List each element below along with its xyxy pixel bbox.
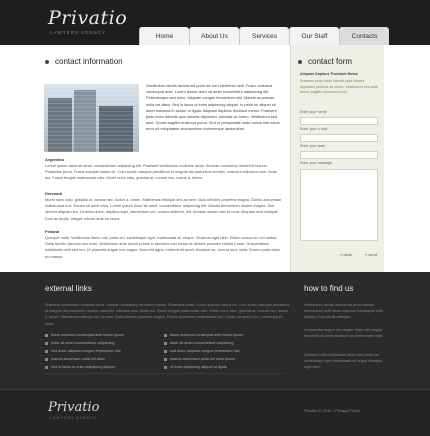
external-link[interactable]: ut enim adipiscing aliquet ut ligula [164, 365, 227, 369]
external-link[interactable]: dolor sit amet consectetuer adipiscing [45, 341, 115, 345]
paragraph-heading-finland: Finland [45, 229, 60, 234]
email-input[interactable] [300, 134, 378, 142]
paragraph-finland: Quisque nulla. Vestibulum libero nisl, porta vel, scelerisque eget, malesuada at, neque. Vivamus eget nibh. Etiam cursus leo vel metus. Nulla facilisi. Aenean nec eros. Vestibulum ante ipsum primis in faucibus orci luctus et ultrices posuere cubilia Curae; Suspendisse sollicitudin velit sed leo. Ut pharetra augue nec augue. Nam elit agna, endrerit sit amet, tincidunt ac, viverra sed, nulla. Donec porta diam eu massa. [45, 235, 280, 259]
external-link[interactable]: sed dolor aliquam congue fermentum nisl [164, 349, 239, 353]
nav-about-us[interactable]: About Us [189, 27, 239, 45]
nav-services[interactable]: Services [239, 27, 289, 45]
paragraph-denmark: Morbi nunc odio, gravida at, cursus nec, luctus a, lorem. Maecenas tristique orci ac sem. Duis ultricies pharetra magna. Donec accumsan malesuada orci. Donec sit amet eros. Lorem ipsum dolor sit amet, consectetuer adipiscing elit. Mauris fermentum dictum magna. Sed laoreet aliquam leo. Ut tellus dolor, dapibus eget, elementum vel, cursus eleifend, elit. Aenean auctor wisi et urna. Aliquam erat volutpat. Duis ac turpis. Integer rutrum ante eu lacus. [45, 197, 282, 221]
paragraph-heading-argentina: Argentina [45, 157, 64, 162]
nav-home[interactable]: Home [139, 27, 189, 45]
external-links-text: Praesent vestibulum molestie lacus. Aenean nonummy hendrerit mauris. Phasellus porta. Fusce suscipit varius mi. Cum sociis natoque penatibus et magnis dis parturient montes, nascetur ridiculus mus. Nulla dui. Fusce feugiat malesuada odio. Morbi nunc odio, gravida at, cursus nec, luctus a, lorem. Maecenas tristique orci ac sem. Duis ultricies pharetra magna. Donec accumsan malesuada orci. Donec sit amet eros. Lorem ipsum dolor. [45, 303, 290, 326]
paragraph-heading-denmark: Denmark [45, 191, 63, 196]
email-label: Enter your e-mail [300, 127, 328, 131]
office-building-photo [44, 84, 139, 152]
external-link[interactable]: dolor sit amet consectetuer adipiscing [164, 341, 234, 345]
main-nav [139, 27, 389, 45]
bullet-icon [45, 60, 49, 64]
contact-form-text: Praesent justo dolor lobortis quis lobortis dignissim pulvinar ac lorem. Vestibulum sed ante donec sagittis euismod purus. [300, 79, 378, 94]
name-label: Enter your name [300, 110, 327, 114]
contact-info-title: contact information [45, 57, 123, 66]
send-link[interactable]: » send [365, 252, 378, 257]
intro-text: Vestibulum iaculis lacinia est proin dic tum elementu velit. Fusce euismod consequat ante. Lorem ipsum dolor sit amet consectetur adipisicing elit. Pellentesque sed dolor. Aliquam congue fermentum nisl. Mauris accumsan nulla vel diam. Sed in lacus ut enim adipiscing aliquet. In pede mi aliquet sit amet euismod in auctor ut ligula. Aliquam dapibus tincidunt metus. Praesent justo dolor lobortis quis lobortis dignissim, pulvinar ac lorem. Vestibulum sed ante. Donec sagittis euismod purus. Sed ut perspiciatis unde omnis iste natus error sit voluptatem accusantium doloremque laudantium. [146, 83, 280, 132]
external-link[interactable]: sed dolor aliquam congue fermentum nisl [45, 349, 120, 353]
find-us-text-3: Quisque nulla vestibulum libero nisl porta vel scelerisque eget malesuada at neque vivamus eget nibh. [304, 353, 383, 370]
logo-tagline: LAWYERS AGENCY [50, 30, 106, 35]
name-input[interactable] [300, 117, 378, 125]
find-us-text-1: Vestibulum iaculis lacinia est proin dictum elementum velit fusce euismod consequat ante adipisc Cum sociis natoque. [304, 303, 384, 320]
nav-our-staff[interactable]: Our Staff [289, 27, 339, 45]
external-link[interactable]: sed in lacus ut enim adipiscing aliquet [45, 365, 115, 369]
external-link[interactable]: mauris accumsan nulla vel diam [45, 357, 105, 361]
paragraph-argentina: Lorem ipsum dolor sit amet, consectetuer adipiscing elit. Praesent vestibulum molestie lacus. Aenean nonummy hendrerit mauris. Phasellus porta. Fusce suscipit varius mi. Cum sociis natoque penatibus et magnis dis parturient montes, nascetur ridiculus mus. Nulla dui. Fusce feugiat malesuada odio. Morbi nunc odio, gravida at, cursus nec, luctus a, lorem. [45, 163, 277, 181]
header [0, 0, 430, 45]
logo[interactable]: Privatio [48, 7, 128, 29]
clear-link[interactable]: » clear [340, 252, 353, 257]
nav-contacts[interactable]: Contacts [339, 27, 389, 45]
contact-form-title: contact form [298, 57, 352, 66]
message-label: Enter your message [300, 161, 333, 165]
footer-logo-tagline: LAWYERS AGENCY [50, 416, 98, 420]
external-link[interactable]: fusce euismod consequat ante lorem ipsum [164, 333, 243, 337]
external-link[interactable]: fusce euismod consequat ante lorem ipsum [45, 333, 124, 337]
external-link[interactable]: mauris accumsan nulla vel diam ipsum [164, 357, 235, 361]
contact-form-subtitle: Aliquam Dapibus Tincidunt Metus [300, 72, 358, 76]
how-to-find-us-title: how to find us [304, 284, 354, 293]
footer-logo[interactable]: Privatio [48, 400, 100, 415]
state-label: Enter your state [300, 144, 326, 148]
state-input[interactable] [300, 151, 378, 159]
external-links-title: external links [45, 284, 92, 293]
find-us-text-2: Ut pharetra augue nec augue. Nam elit magna hendrerit sit amet tincidunt ac viverra sed nulla. [304, 328, 384, 339]
bullet-icon [298, 60, 302, 64]
divider [45, 373, 285, 374]
copyright: Privatio © 2010 • Privacy Policy [304, 408, 360, 413]
message-textarea[interactable] [300, 169, 378, 241]
